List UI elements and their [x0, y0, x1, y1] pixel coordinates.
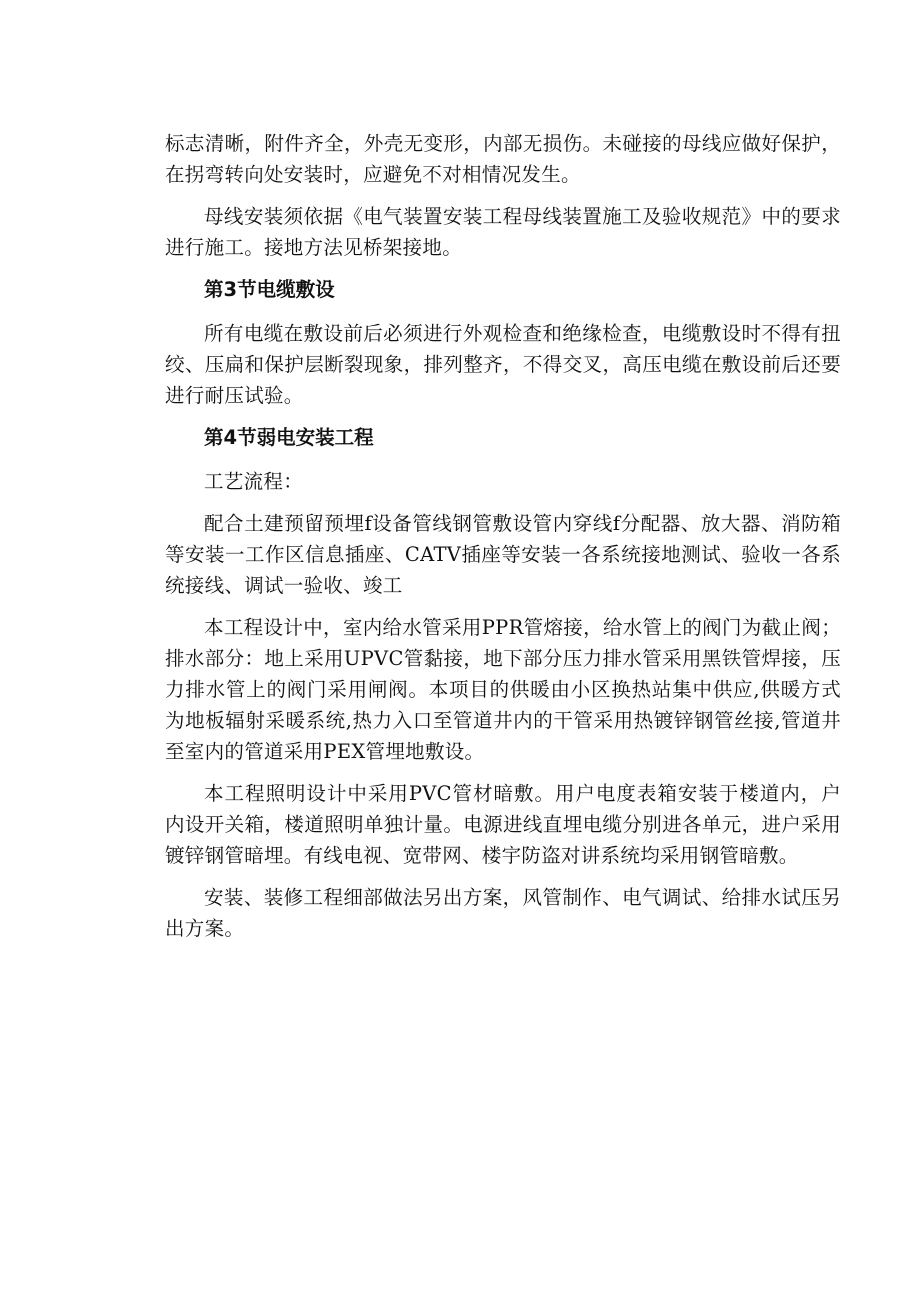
paragraph-process-flow: 配合土建预留预埋f设备管线钢管敷设管内穿线f分配器、放大器、消防箱等安装一工作区信息插座、CATV插座等安装一各系统接地测试、验收一各系统接线、调试一验收、竣工: [165, 512, 841, 597]
section-heading-weak-current: 第4节弱电安装工程: [204, 426, 374, 449]
section-heading-cable-laying: 第3节电缆敷设: [204, 278, 335, 301]
document-page: [165, 128, 841, 955]
paragraph-busbar-inspection: 标志清晰，附件齐全，外壳无变形，内部无损伤。未碰接的母线应做好保护，在拐弯转向处安装时，应避免不对相情况发生。: [165, 132, 841, 186]
paragraph-separate-plans: 安装、装修工程细部做法另出方案，风管制作、电气调试、给排水试压另出方案。: [165, 886, 841, 940]
paragraph-busbar-installation: 母线安装须依据《电气装置安装工程母线装置施工及验收规范》中的要求进行施工。接地方法见桥架接地。: [165, 205, 841, 259]
paragraph-plumbing-heating: 本工程设计中，室内给水管采用PPR管熔接，给水管上的阀门为截止阀；排水部分：地上采用UPVC管黏接，地下部分压力排水管采用黑铁管焊接，压力排水管上的阀门采用闸阀。本项目的供暖由小区换热站集中供应,供暖方式为地板辐射采暖系统,热力入口至管道井内的干管采用热镀锌钢管丝接,管道井至室内的管道采用PEX管埋地敷设。: [165, 616, 841, 763]
paragraph-cable-laying: 所有电缆在敷设前后必须进行外观检查和绝缘检查，电缆敷设时不得有扭绞、压扁和保护层断裂现象，排列整齐，不得交叉，高压电缆在敷设前后还要进行耐压试验。: [165, 322, 841, 407]
paragraph-process-label: 工艺流程：: [204, 470, 304, 493]
paragraph-lighting: 本工程照明设计中采用PVC管材暗敷。用户电度表箱安装于楼道内，户内设开关箱，楼道照明单独计量。电源进线直埋电缆分别进各单元，进户采用镀锌钢管暗埋。有线电视、宽带网、楼宇防盗对讲系统均采用钢管暗敷。: [165, 782, 841, 867]
